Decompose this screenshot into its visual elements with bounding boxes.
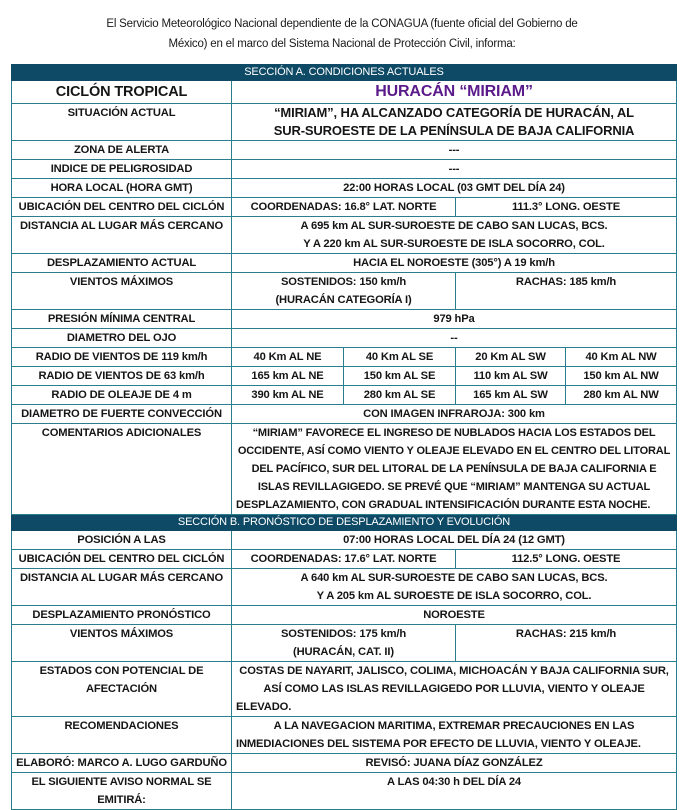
table-row (12, 754, 677, 773)
table-row (12, 569, 677, 606)
radio-sw: 110 km AL SW (456, 367, 566, 386)
desplazamiento-b-label: DESPLAZAMIENTO PRONÓSTICO (12, 606, 232, 625)
section-a-header-row (12, 65, 677, 81)
posicion-label: POSICIÓN A LAS (12, 531, 232, 550)
distancia-b-line-2: Y A 205 km AL SUROESTE DE ISLA SOCORRO, COL. (316, 590, 592, 602)
distancia-line-1: A 695 km AL SUR-SUROESTE DE CABO SAN LUCAS, BCS. (300, 220, 608, 232)
table-row (12, 424, 677, 515)
distancia-line-2: Y A 220 km AL SUR-SUROESTE DE ISLA SOCORRO, COL. (303, 238, 605, 250)
radio-se: 40 Km AL SE (344, 348, 456, 367)
table-row (12, 179, 677, 198)
radio-se: 150 km AL SE (344, 367, 456, 386)
zona-alerta-value: --- (232, 141, 677, 160)
section-b-header-row (12, 515, 677, 531)
table-row (12, 329, 677, 348)
table-row (12, 717, 677, 754)
presion-label: PRESIÓN MÍNIMA CENTRAL (12, 310, 232, 329)
radio-row (12, 386, 677, 405)
ubicacion-b-lon: 112.5° LONG. OESTE (456, 550, 677, 569)
table-row (12, 405, 677, 424)
distancia-b-value (232, 569, 677, 606)
ubicacion-label: UBICACIÓN DEL CENTRO DEL CICLÓN (12, 198, 232, 217)
desplazamiento-b-value: NOROESTE (232, 606, 677, 625)
intro-text (0, 14, 684, 54)
radio-row (12, 367, 677, 386)
comentarios-value: “MIRIAM” FAVORECE EL INGRESO DE NUBLADOS HACIA LOS ESTADOS DEL OCCIDENTE, ASÍ COMO VIENTO Y OLEAJE ELEVADO EN EL CENTRO DEL LITORAL DEL PACÍFICO, SUR DEL LITORAL DE LA PENÍNSULA DE BAJA CALIFORNIA E ISLAS REVILLAGIGEDO. SE PREVÉ QUE “MIRIAM” MANTENGA SU ACTUAL DESPLAZAMIENTO, CON GRADUAL INTENSIFICACIÓN DURANTE ESTA NOCHE. (232, 424, 677, 515)
table-row (12, 531, 677, 550)
estados-value: COSTAS DE NAYARIT, JALISCO, COLIMA, MICHOACÁN Y BAJA CALIFORNIA SUR, ASÍ COMO LAS ISLAS REVILLAGIGEDO POR LLUVIA, VIENTO Y OLEAJE ELEVADO. (232, 662, 677, 717)
table-row (12, 773, 677, 810)
table-row (12, 198, 677, 217)
presion-value: 979 hPa (232, 310, 677, 329)
ciclon-label: CICLÓN TROPICAL (12, 81, 232, 104)
ubicacion-lon: 111.3° LONG. OESTE (456, 198, 677, 217)
radio-ne: 165 km AL NE (232, 367, 344, 386)
vientos-b-label: VIENTOS MÁXIMOS (12, 625, 232, 662)
table-row (12, 606, 677, 625)
vientos-sostenidos-value: SOSTENIDOS: 150 km/h (280, 276, 407, 288)
hora-label: HORA LOCAL (HORA GMT) (12, 179, 232, 198)
situacion-label: SITUACIÓN ACTUAL (12, 104, 232, 141)
radio-sw: 20 Km AL SW (456, 348, 566, 367)
desplazamiento-label: DESPLAZAMIENTO ACTUAL (12, 254, 232, 273)
vientos-b-sostenidos-value: SOSTENIDOS: 175 km/h (280, 628, 407, 640)
table-row (12, 254, 677, 273)
desplazamiento-value: HACIA EL NOROESTE (305°) A 19 km/h (232, 254, 677, 273)
situacion-line-1: “MIRIAM”, HA ALCANZADO CATEGORÍA DE HURACÁN, AL (274, 105, 634, 120)
table-row (12, 273, 677, 310)
bulletin-table (11, 64, 677, 810)
vientos-categoria: (HURACÁN CATEGORÍA I) (275, 294, 412, 306)
ojo-value: -- (232, 329, 677, 348)
estados-label: ESTADOS CON POTENCIAL DE AFECTACIÓN (12, 662, 232, 717)
posicion-value: 07:00 HORAS LOCAL DEL DÍA 24 (12 GMT) (232, 531, 677, 550)
indice-value: --- (232, 160, 677, 179)
radio-se: 280 km AL SE (344, 386, 456, 405)
ubicacion-b-label: UBICACIÓN DEL CENTRO DEL CICLÓN (12, 550, 232, 569)
radio-ne: 390 km AL NE (232, 386, 344, 405)
elaboro: ELABORÓ: MARCO A. LUGO GARDUÑO (12, 754, 232, 773)
table-row (12, 104, 677, 141)
situacion-line-2: SUR-SUROESTE DE LA PENÍNSULA DE BAJA CALIFORNIA (273, 123, 635, 138)
ubicacion-b-lat: COORDENADAS: 17.6° LAT. NORTE (232, 550, 456, 569)
table-row (12, 310, 677, 329)
distancia-label: DISTANCIA AL LUGAR MÁS CERCANO (12, 217, 232, 254)
conveccion-value: CON IMAGEN INFRAROJA: 300 km (232, 405, 677, 424)
siguiente-value: A LAS 04:30 h DEL DÍA 24 (232, 773, 677, 810)
zona-alerta-label: ZONA DE ALERTA (12, 141, 232, 160)
table-row (12, 141, 677, 160)
hora-value: 22:00 HORAS LOCAL (03 GMT DEL DÍA 24) (232, 179, 677, 198)
distancia-b-label: DISTANCIA AL LUGAR MÁS CERCANO (12, 569, 232, 606)
table-row (12, 217, 677, 254)
radio-row (12, 348, 677, 367)
table-row (12, 662, 677, 717)
vientos-sostenidos (232, 273, 456, 310)
siguiente-label: EL SIGUIENTE AVISO NORMAL SE EMITIRÁ: (12, 773, 232, 810)
table-row (12, 625, 677, 662)
radio-nw: 150 km AL NW (566, 367, 677, 386)
radio-label: RADIO DE OLEAJE DE 4 m (12, 386, 232, 405)
situacion-value (232, 104, 677, 141)
distancia-value (232, 217, 677, 254)
intro-line-2: México) en el marco del Sistema Nacional de Protección Civil, informa: (168, 38, 516, 50)
radio-nw: 40 Km AL NW (566, 348, 677, 367)
reviso: REVISÓ: JUANA DÍAZ GONZÁLEZ (232, 754, 677, 773)
conveccion-label: DIAMETRO DE FUERTE CONVECCIÓN (12, 405, 232, 424)
table-row (12, 160, 677, 179)
comentarios-label: COMENTARIOS ADICIONALES (12, 424, 232, 515)
ojo-label: DIAMETRO DEL OJO (12, 329, 232, 348)
distancia-b-line-1: A 640 km AL SUR-SUROESTE DE CABO SAN LUCAS, BCS. (300, 572, 608, 584)
vientos-label: VIENTOS MÁXIMOS (12, 273, 232, 310)
radio-label: RADIO DE VIENTOS DE 63 km/h (12, 367, 232, 386)
radio-nw: 280 km AL NW (566, 386, 677, 405)
recomendaciones-value: A LA NAVEGACION MARITIMA, EXTREMAR PRECAUCIONES EN LAS INMEDIACIONES DEL SISTEMA POR EFECTO DE LLUVIA, VIENTO Y OLEAJE. (232, 717, 677, 754)
recomendaciones-label: RECOMENDACIONES (12, 717, 232, 754)
radio-label: RADIO DE VIENTOS DE 119 km/h (12, 348, 232, 367)
section-a-header: SECCIÓN A. CONDICIONES ACTUALES (12, 65, 677, 81)
vientos-b-categoria: (HURACÁN, CAT. II) (293, 646, 394, 658)
intro-line-1: El Servicio Meteorológico Nacional dependiente de la CONAGUA (fuente oficial del Gobierno de (106, 18, 578, 30)
storm-title: HURACÁN “MIRIAM” (232, 81, 677, 104)
radio-sw: 165 km AL SW (456, 386, 566, 405)
vientos-b-sostenidos (232, 625, 456, 662)
table-row (12, 550, 677, 569)
indice-label: INDICE DE PELIGROSIDAD (12, 160, 232, 179)
vientos-b-rachas: RACHAS: 215 km/h (456, 625, 677, 662)
section-b-header: SECCIÓN B. PRONÓSTICO DE DESPLAZAMIENTO Y EVOLUCIÓN (12, 515, 677, 531)
table-row (12, 81, 677, 104)
radio-ne: 40 Km AL NE (232, 348, 344, 367)
vientos-rachas: RACHAS: 185 km/h (456, 273, 677, 310)
ubicacion-lat: COORDENADAS: 16.8° LAT. NORTE (232, 198, 456, 217)
